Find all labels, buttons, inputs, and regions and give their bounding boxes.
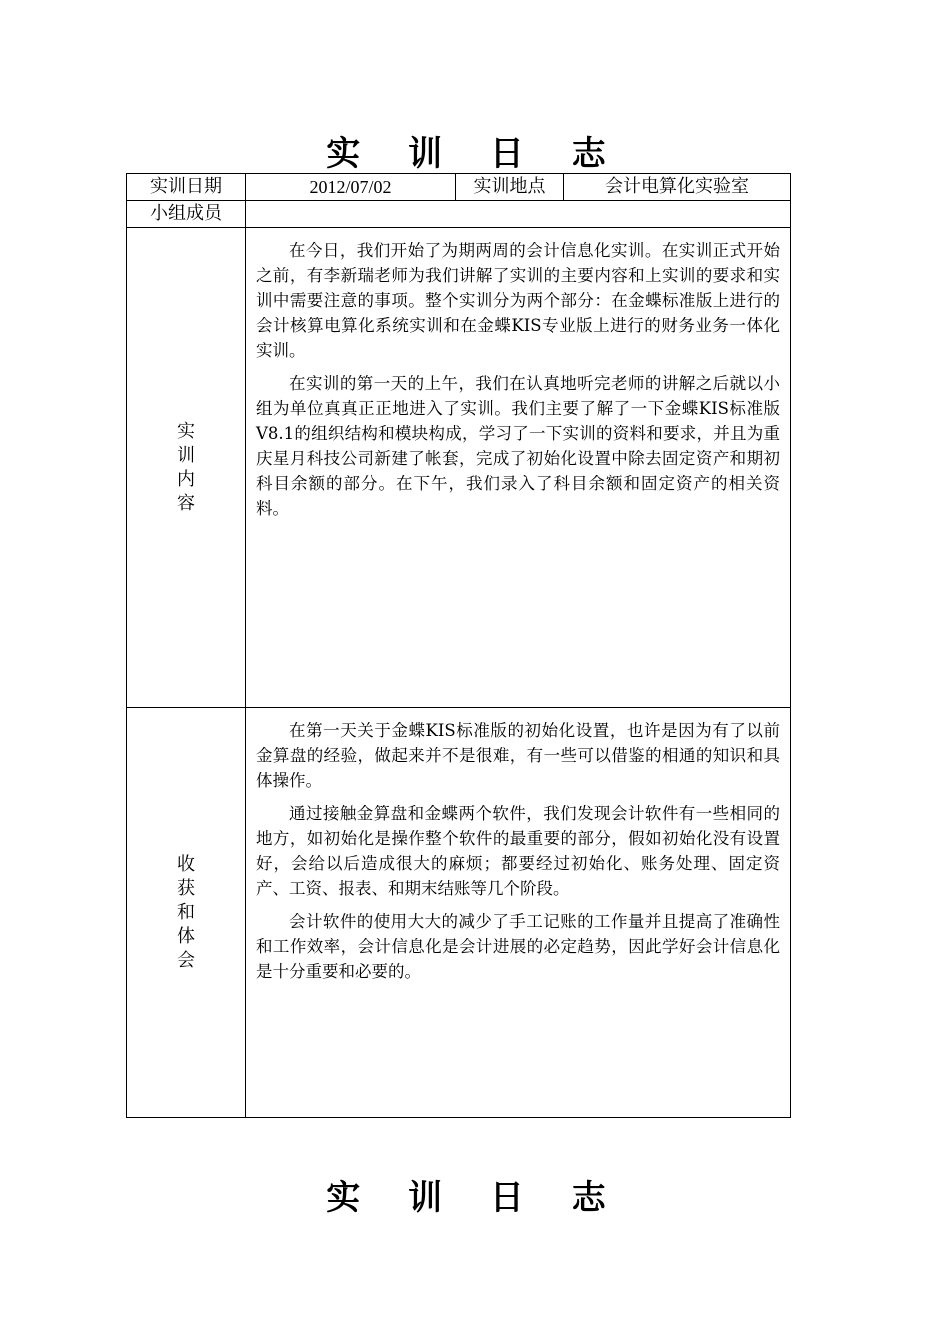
gains-paragraph: 通过接触金算盘和金蝶两个软件，我们发现会计软件有一些相同的地方，如初始化是操作整个软件的最重要的部分，假如初始化没有设置好，会给以后造成很大的麻烦；都要经过初始化、账务处理、固定资产、工资、报表、和期末结账等几个阶段。 (256, 804, 780, 898)
date-value: 2012/07/02 (246, 174, 456, 201)
content-paragraph: 在今日，我们开始了为期两周的会计信息化实训。在实训正式开始之前，有李新瑞老师为我们讲解了实训的主要内容和上实训的要求和实训中需要注意的事项。整个实训分为两个部分：在金蝶标准版上进行的会计核算电算化系统实训和在金蝶KIS专业版上进行的财务业务一体化实训。 (256, 241, 780, 360)
gains-label-char: 收 (177, 853, 195, 875)
content-paragraph: 在实训的第一天的上午，我们在认真地听完老师的讲解之后就以小组为单位真真正正地进入了实训。我们主要了解了一下金蝶KIS标准版V8.1的组织结构和模块构成，学习了一下实训的资料和要求，并且为重庆星月科技公司新建了帐套，完成了初始化设置中除去固定资产和期初科目余额的部分。在下午，我们录入了科目余额和固定资产的相关资料。 (256, 374, 780, 518)
content-section-label (127, 228, 246, 708)
gains-row (127, 708, 791, 1118)
members-label: 小组成员 (127, 201, 246, 228)
place-label: 实训地点 (456, 174, 564, 201)
members-value (246, 201, 791, 228)
gains-paragraph: 在第一天关于金蝶KIS标准版的初始化设置，也许是因为有了以前金算盘的经验，做起来并不是很难，有一些可以借鉴的相通的知识和具体操作。 (256, 721, 780, 790)
gains-label-char: 会 (177, 949, 195, 971)
gains-label-char: 获 (177, 877, 195, 899)
content-section-body (246, 228, 791, 708)
content-label-char: 训 (177, 444, 195, 466)
gains-label-char: 和 (177, 901, 195, 923)
members-row (127, 201, 791, 228)
page-title: 实 训 日 志 (326, 134, 624, 174)
content-label-char: 内 (177, 468, 195, 490)
date-row (127, 174, 791, 201)
content-row (127, 228, 791, 708)
gains-section-body (246, 708, 791, 1118)
content-label-char: 容 (177, 492, 195, 514)
gains-section-label (127, 708, 246, 1118)
place-value: 会计电算化实验室 (564, 174, 791, 201)
training-log-table (126, 173, 791, 1118)
gains-label-char: 体 (177, 925, 195, 947)
next-page-title: 实 训 日 志 (326, 1178, 624, 1218)
content-label-char: 实 (177, 420, 195, 442)
gains-paragraph: 会计软件的使用大大的减少了手工记账的工作量并且提高了准确性和工作效率，会计信息化是会计进展的必定趋势，因此学好会计信息化是十分重要和必要的。 (256, 912, 780, 981)
date-label: 实训日期 (127, 174, 246, 201)
